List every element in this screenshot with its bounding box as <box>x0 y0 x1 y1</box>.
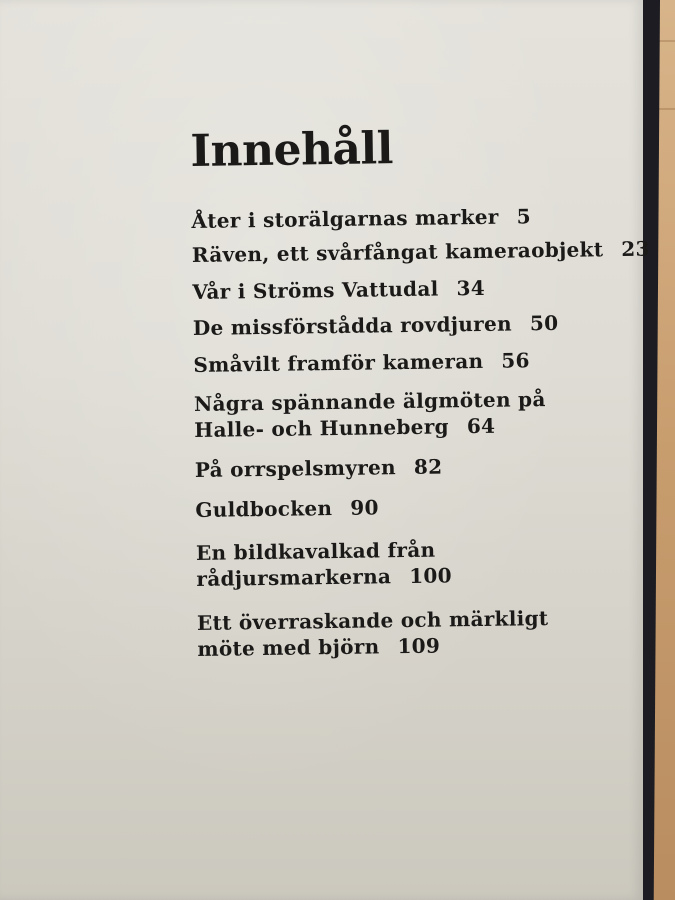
toc-entry <box>197 603 668 662</box>
toc-entry-title: På orrspelsmyren <box>194 455 397 482</box>
toc-entry-line <box>195 490 665 523</box>
toc-entry-line <box>194 410 664 443</box>
toc-entry <box>192 272 662 305</box>
toc-entry-page: 64 <box>466 413 496 439</box>
toc-entry-title: Ett överraskande och märkligt <box>196 606 549 635</box>
toc-entry-page: 50 <box>529 310 559 336</box>
toc-entry-title: rådjursmarkerna <box>196 564 392 591</box>
toc-entry <box>194 384 665 443</box>
table-of-contents <box>190 113 668 662</box>
toc-entry-title: En bildkavalkad från <box>195 537 436 565</box>
toc-entry-page: 23 <box>621 236 650 261</box>
toc-entry-title: Halle- och Hunneberg <box>194 414 450 442</box>
toc-entry <box>192 235 662 268</box>
toc-entry-page: 90 <box>350 495 379 520</box>
toc-entry-line <box>196 559 666 592</box>
toc-entry <box>193 345 663 378</box>
toc-title: Innehåll <box>190 123 394 177</box>
toc-entry-page: 5 <box>516 204 532 229</box>
toc-entry-title: Räven, ett svårfångat kameraobjekt <box>191 237 604 267</box>
toc-entry-line <box>193 308 663 341</box>
toc-entry-line <box>192 272 662 305</box>
toc-entry <box>193 308 663 341</box>
toc-entry-title: Vår i Ströms Vattudal <box>192 276 439 304</box>
toc-entry-title: möte med björn <box>197 634 380 661</box>
toc-entry-title: Några spännande älgmöten på <box>193 387 546 416</box>
toc-entry-page: 109 <box>397 633 441 659</box>
toc-entry-line <box>195 450 665 483</box>
toc-entry-page: 100 <box>409 563 453 588</box>
toc-entry-line <box>191 201 661 234</box>
toc-entry-page: 34 <box>456 275 486 301</box>
toc-entry-title: Småvilt framför kameran <box>193 348 484 377</box>
toc-entry-title: Åter i storälgarnas marker <box>191 204 499 233</box>
toc-entry <box>195 450 665 483</box>
toc-entry-title: De missförstådda rovdjuren <box>192 311 513 340</box>
toc-entry <box>196 533 667 592</box>
toc-list <box>191 201 667 662</box>
toc-entry-line <box>193 345 663 378</box>
toc-entry <box>191 201 661 234</box>
toc-entry-page: 82 <box>413 454 443 479</box>
toc-entry <box>195 490 665 523</box>
toc-entry-line <box>192 235 662 268</box>
toc-entry-line <box>197 629 667 662</box>
toc-entry-title: Guldbocken <box>195 496 333 522</box>
toc-entry-page: 56 <box>501 348 530 373</box>
